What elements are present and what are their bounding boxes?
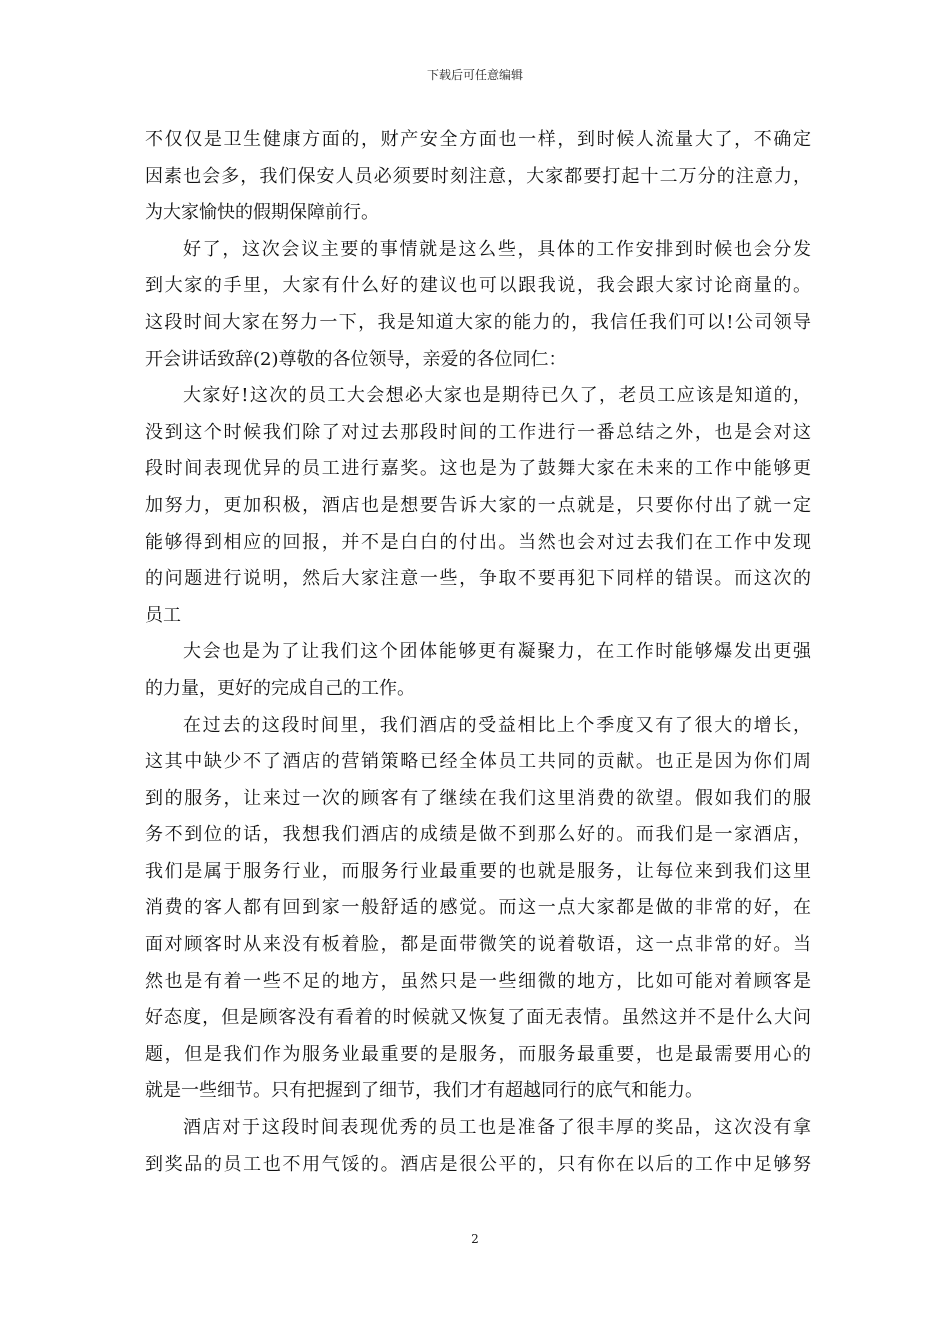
- text-line: 务不到位的话，我想我们酒店的成绩是做不到那么好的。而我们是一家酒店，: [145, 824, 811, 846]
- text-line: 不仅仅是卫生健康方面的，财产安全方面也一样，到时候人流量大了，不确定: [145, 129, 811, 150]
- text-line: 面对顾客时从来没有板着脸，都是面带微笑的说着敬语，这一点非常的好。当: [145, 934, 811, 956]
- page-number: 2: [471, 1232, 479, 1246]
- text-line: 酒店对于这段时间表现优秀的员工也是准备了很丰厚的奖品，这次没有拿: [183, 1117, 811, 1139]
- text-line: 加努力，更加积极，酒店也是想要告诉大家的一点就是，只要你付出了就一定: [145, 494, 811, 516]
- text-line: 没到这个时候我们除了对过去那段时间的工作进行一番总结之外，也是会对这: [145, 421, 811, 443]
- text-line: 然也是有着一些不足的地方，虽然只是一些细微的地方，比如可能对着顾客是: [145, 970, 811, 992]
- text-line: 好态度，但是顾客没有看着的时候就又恢复了面无表情。虽然这并不是什么大问: [145, 1007, 811, 1029]
- text-line: 能够得到相应的回报，并不是白白的付出。当然也会对过去我们在工作中发现: [145, 531, 811, 553]
- text-line: 就是一些细节。只有把握到了细节，我们才有超越同行的底气和能力。: [145, 1080, 703, 1102]
- text-line: 因素也会多，我们保安人员必须要时刻注意，大家都要打起十二万分的注意力，: [145, 165, 811, 187]
- text-line: 这段时间大家在努力一下，我是知道大家的能力的，我信任我们可以!公司领导: [145, 311, 811, 333]
- text-line: 我们是属于服务行业，而服务行业最重要的也就是服务，让每位来到我们这里: [145, 860, 811, 882]
- page-header: 下载后可任意编辑: [426, 68, 523, 82]
- text-line: 到大家的手里，大家有什么好的建议也可以跟我说，我会跟大家讨论商量的。: [145, 275, 811, 297]
- text-line: 大家好!这次的员工大会想必大家也是期待已久了，老员工应该是知道的，: [183, 385, 811, 407]
- text-line: 开会讲话致辞(2)尊敬的各位领导，亲爱的各位同仁：: [145, 348, 567, 370]
- text-line: 题，但是我们作为服务业最重要的是服务，而服务最重要，也是最需要用心的: [145, 1043, 811, 1065]
- text-line: 这其中缺少不了酒店的营销策略已经全体员工共同的贡献。也正是因为你们周: [145, 751, 811, 773]
- text-line: 消费的客人都有回到家一般舒适的感觉。而这一点大家都是做的非常的好，在: [145, 897, 811, 919]
- text-line: 好了，这次会议主要的事情就是这么些，具体的工作安排到时候也会分发: [183, 238, 811, 260]
- text-line: 员工: [145, 604, 181, 626]
- text-line: 段时间表现优异的员工进行嘉奖。这也是为了鼓舞大家在未来的工作中能够更: [145, 458, 811, 480]
- text-line: 为大家愉快的假期保障前行。: [145, 202, 379, 224]
- text-line: 的问题进行说明，然后大家注意一些，争取不要再犯下同样的错误。而这次的: [145, 568, 811, 590]
- text-line: 到的服务，让来过一次的顾客有了继续在我们这里消费的欲望。假如我们的服: [145, 787, 811, 809]
- text-line: 的力量，更好的完成自己的工作。: [145, 677, 415, 699]
- body-text: [145, 122, 811, 1183]
- text-line: 大会也是为了让我们这个团体能够更有凝聚力，在工作时能够爆发出更强: [183, 641, 811, 663]
- text-line: 在过去的这段时间里，我们酒店的受益相比上个季度又有了很大的增长，: [183, 714, 811, 736]
- text-line: 到奖品的员工也不用气馁的。酒店是很公平的，只有你在以后的工作中足够努: [145, 1153, 811, 1175]
